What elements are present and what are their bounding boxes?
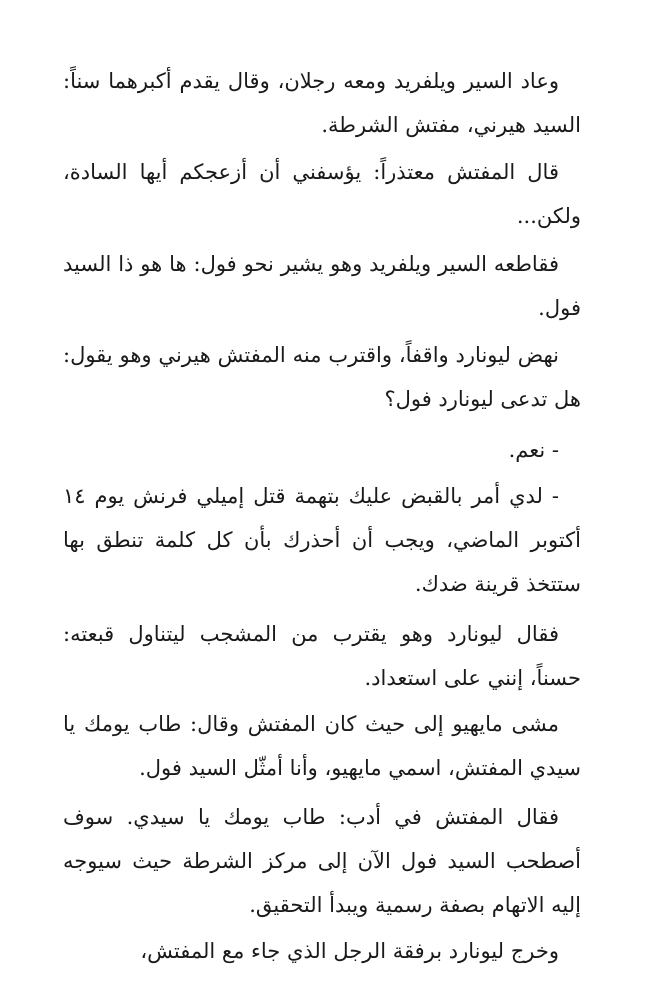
paragraph-1: وعاد السير ويلفريد ومعه رجلان، وقال يقدم أكبرهما سناً: السيد هيرني، مفتش الشرطة. <box>63 69 581 137</box>
paragraph-3: فقاطعه السير ويلفريد وهو يشير نحو فول: ها هو ذا السيد فول. <box>63 252 581 320</box>
paragraph-8: مشى مايهيو إلى حيث كان المفتش وقال: طاب يومك يا سيدي المفتش، اسمي مايهيو، وأنا أمثّل السيد فول. <box>63 712 581 780</box>
paragraph-5: - نعم. <box>508 438 559 462</box>
paragraph-6: - لدي أمر بالقبض عليك بتهمة قتل إميلي فرنش يوم ١٤ أكتوبر الماضي، ويجب أن أحذرك بأن كل كلمة تنطق بها ستتخذ قرينة ضدك. <box>63 484 581 596</box>
paragraph-10: وخرج ليونارد برفقة الرجل الذي جاء مع المفتش، <box>140 939 559 963</box>
paragraph-4: نهض ليونارد واقفاً، واقترب منه المفتش هيرني وهو يقول: هل تدعى ليونارد فول؟ <box>63 343 581 411</box>
paragraph-7: فقال ليونارد وهو يقترب من المشجب ليتناول قبعته: حسناً، إنني على استعداد. <box>63 622 581 690</box>
paragraph-9: فقال المفتش في أدب: طاب يومك يا سيدي. سوف أصطحب السيد فول الآن إلى مركز الشرطة حيث سيوجه إليه الاتهام بصفة رسمية ويبدأ التحقيق. <box>63 805 581 917</box>
paragraph-2: قال المفتش معتذراً: يؤسفني أن أزعجكم أيها السادة، ولكن... <box>63 160 581 228</box>
